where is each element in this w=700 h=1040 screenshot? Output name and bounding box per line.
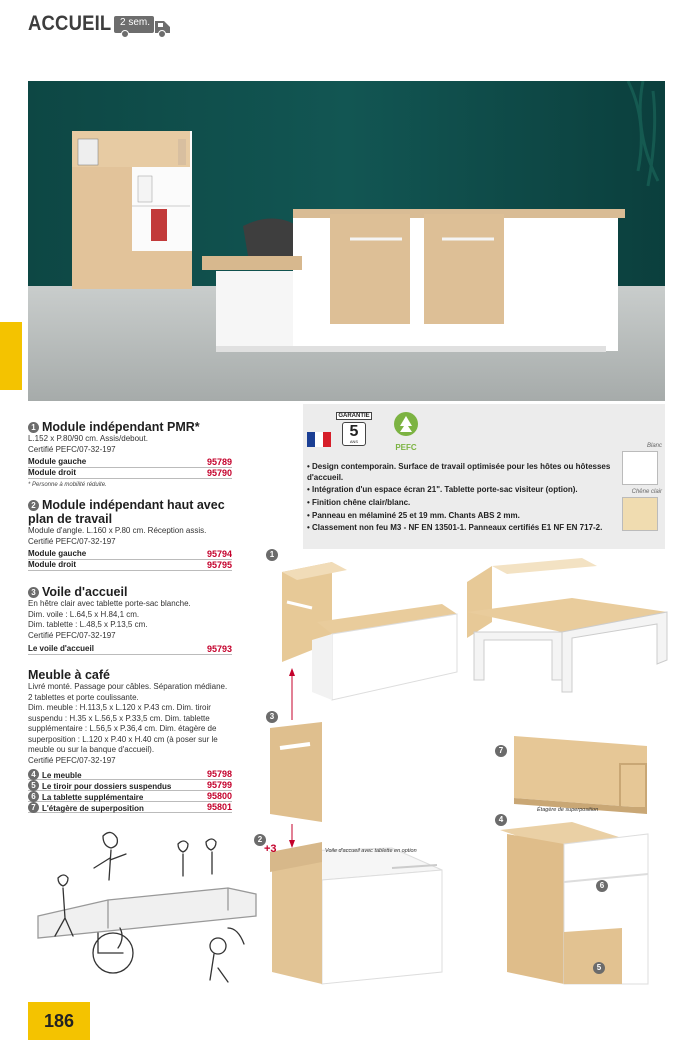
section-meuble-cafe <box>28 668 232 813</box>
page-number: 186 <box>28 1002 90 1040</box>
guarantee-badge <box>336 412 376 450</box>
section-heading: Meuble à café <box>28 668 110 682</box>
caption-etagere: Étagère de superposition <box>537 807 599 813</box>
feature-item: • Classement non feu M3 - NF EN 13501-1. Panneaux certifiés E1 NF EN 717-2. <box>307 523 603 533</box>
section-title: ACCUEIL <box>28 12 112 35</box>
finish-swatches <box>622 443 662 531</box>
section-heading <box>28 585 232 599</box>
products-drawing <box>252 552 672 1002</box>
product-badge-combo: +3 <box>264 843 277 855</box>
ref-number: 95794 <box>206 549 232 559</box>
product-badge: 1 <box>266 549 278 561</box>
row-label: L'étagère de superposition <box>42 804 144 813</box>
heading-text: Voile d'accueil <box>42 585 128 599</box>
description-text: Livré monté. Passage pour câbles. Séparation médiane. 2 tablettes et porte coulissante. <box>28 682 228 702</box>
guarantee-unit: ANS <box>349 439 359 444</box>
guarantee-years-box <box>342 422 366 446</box>
number-badge: 5 <box>28 780 39 791</box>
ref-number: 95801 <box>206 802 232 812</box>
ref-number: 95798 <box>206 769 232 779</box>
heading-text: Module indépendant PMR* <box>42 420 200 434</box>
section-heading <box>28 498 232 526</box>
number-badge: 6 <box>28 791 39 802</box>
row-label: Le tiroir pour dossiers suspendus <box>42 782 172 791</box>
swatch-label: Chêne clair <box>631 489 662 495</box>
reception-sketch-illustration <box>28 828 268 988</box>
pefc-tree-icon <box>384 410 428 440</box>
product-row <box>28 457 232 468</box>
product-badge: 7 <box>495 745 507 757</box>
chapter-tab <box>0 322 22 390</box>
product-badge: 3 <box>266 711 278 723</box>
feature-item: • Finition chêne clair/blanc. <box>307 497 411 507</box>
delivery-time: 2 sem. <box>120 17 151 28</box>
heading-text: Module indépendant haut avec plan de travail <box>28 498 225 526</box>
certification-text: Certifié PEFC/07-32-197 <box>28 755 116 765</box>
row-label: Module gauche <box>28 549 87 558</box>
ref-number: 95789 <box>206 457 232 467</box>
product-row <box>28 780 232 791</box>
guarantee-label: GARANTIE <box>336 412 372 420</box>
number-badge: 7 <box>28 802 39 813</box>
french-flag-icon <box>307 432 331 447</box>
product-row <box>28 560 232 571</box>
section-heading <box>28 420 232 434</box>
row-label: Le voile d'accueil <box>28 644 94 653</box>
number-badge: 1 <box>28 422 39 433</box>
product-row <box>28 468 232 479</box>
ref-number: 95790 <box>206 468 232 478</box>
product-row <box>28 802 232 813</box>
feature-item: • Design contemporain. Surface de travail optimisée pour les hôtes ou hôtesses d'accueil. <box>307 462 611 482</box>
feature-item: • Intégration d'un espace écran 21". Tablette porte-sac visiteur (option). <box>307 485 578 495</box>
swatch-light-oak <box>622 497 658 531</box>
row-label: Module droit <box>28 468 76 477</box>
dimensions-text: Dim. voile : L.64,5 x H.84,1 cm. <box>28 609 140 619</box>
pefc-label: PEFC <box>395 443 417 452</box>
product-illustrations <box>252 552 672 1002</box>
row-label: Module gauche <box>28 457 87 466</box>
ref-number: 95793 <box>206 644 232 654</box>
footnote: * Personne à mobilité réduite. <box>28 482 107 488</box>
product-badge: 2 <box>254 834 266 846</box>
row-label: Module droit <box>28 560 76 569</box>
dimensions-text: Dim. tablette : L.48,5 x P.13,5 cm. <box>28 620 148 629</box>
section-module-haut <box>28 498 232 571</box>
dimensions-text: Dim. meuble : H.113,5 x L.120 x P.43 cm. Dim. tiroir suspendu : H.35 x L.56,5 x P.33,5 cm. Dim. tablette supplémentaire : L.56,5 x P.36,4 cm. Dim. étagère de superposition : L.120 x P.40 x H.40 cm (à poser sur le meuble ou sur la banque d'accueil). <box>28 703 218 754</box>
pefc-logo <box>384 410 428 450</box>
product-row <box>28 791 232 802</box>
caption-voile: Voile d'accueil avec tablette en option <box>325 848 417 854</box>
row-label: Le meuble <box>42 771 82 780</box>
dimensions-text: L.152 x P.80/90 cm. Assis/debout. <box>28 434 148 443</box>
certification-text: Certifié PEFC/07-32-197 <box>28 630 116 640</box>
product-row <box>28 644 232 655</box>
feature-item: • Panneau en mélaminé 25 et 19 mm. Chants ABS 2 mm. <box>307 510 520 520</box>
feature-list <box>307 462 625 536</box>
section-module-pmr <box>28 420 232 488</box>
ref-number: 95799 <box>206 780 232 790</box>
hero-photo <box>28 81 665 401</box>
product-badge: 6 <box>596 880 608 892</box>
pmr-sketch <box>28 828 268 988</box>
product-badge: 5 <box>593 962 605 974</box>
ref-number: 95800 <box>206 791 232 801</box>
number-badge: 4 <box>28 769 39 780</box>
product-badge: 4 <box>495 814 507 826</box>
ref-number: 95795 <box>206 560 232 570</box>
dimensions-text: Module d'angle. L.160 x P.80 cm. Réception assis. <box>28 526 207 535</box>
certification-text: Certifié PEFC/07-32-197 <box>28 536 116 546</box>
product-row <box>28 769 232 780</box>
number-badge: 3 <box>28 587 39 598</box>
section-voile <box>28 585 232 655</box>
row-label: La tablette supplémentaire <box>42 793 144 802</box>
number-badge: 2 <box>28 500 39 511</box>
description-text: En hêtre clair avec tablette porte-sac blanche. <box>28 599 191 608</box>
delivery-badge <box>113 13 173 39</box>
guarantee-years: 5 <box>349 423 359 440</box>
certification-text: Certifié PEFC/07-32-197 <box>28 444 116 454</box>
product-row <box>28 549 232 560</box>
swatch-white <box>622 451 658 485</box>
swatch-label: Blanc <box>646 443 662 449</box>
